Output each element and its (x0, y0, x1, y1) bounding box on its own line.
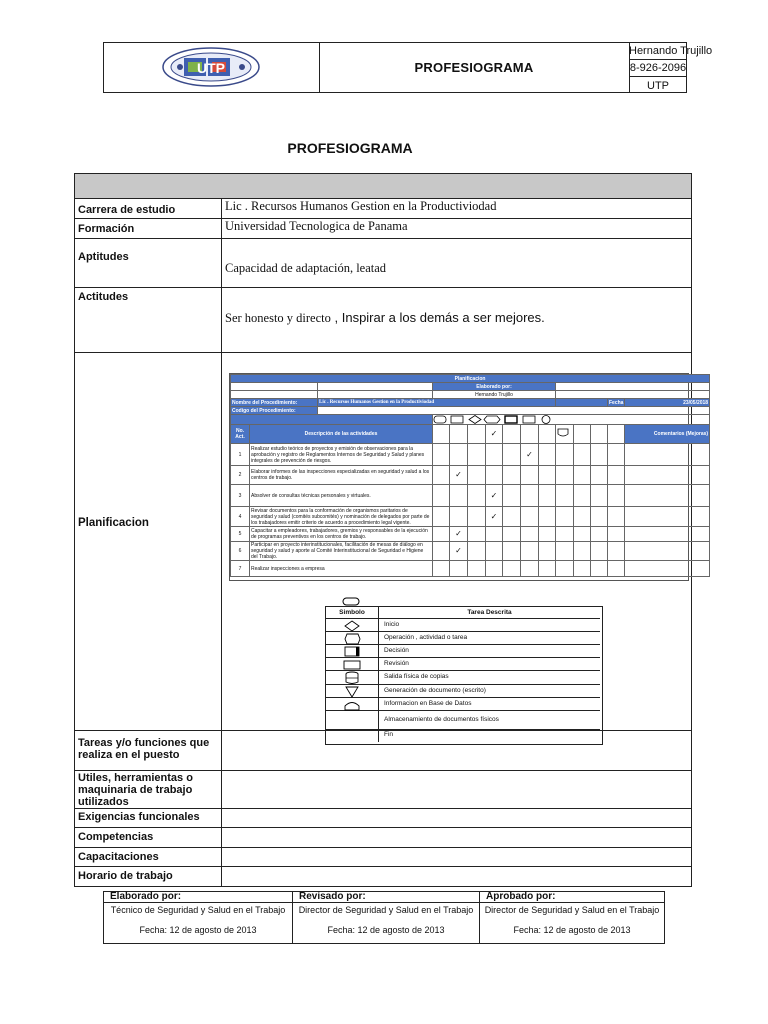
plan-symbols-row (231, 415, 710, 425)
label-actitudes: Actitudes (75, 288, 222, 352)
value-carrera: Lic . Recursos Humanos Gestion en la Productiviodad (225, 199, 497, 213)
symbol-header-row (326, 607, 600, 619)
label-competencias: Competencias (75, 828, 222, 847)
plan-activity-row (231, 527, 710, 542)
footer-revisado-label: Revisado por: (293, 892, 479, 903)
base-datos-icon (326, 698, 379, 711)
symbol-row (326, 658, 600, 671)
symbol-row (326, 671, 600, 685)
value-actitudes-a: Ser honesto y directo (225, 311, 331, 325)
header-meta (629, 43, 713, 92)
plan-activity-row (231, 485, 710, 507)
plan-nombre-row (231, 399, 710, 407)
activity-no: 4 (231, 507, 250, 527)
activity-desc: Revisar documentos para la conformación de organismos paritarios de seguridad y salud (comités subcomités) y nominación de delegados por parte de los trabajadores emitir criterio de acuerdo a procedimiento legal vigente. (250, 507, 433, 527)
label-formacion: Formación (75, 219, 222, 238)
footer-aprobado (480, 892, 664, 943)
plan-codigo-label: Codigo del Procedimiento: (231, 407, 318, 415)
planificacion-table (229, 373, 709, 581)
activity-desc: Participar en proyecto interinstitucionales, facilitación de mesas de diálogo en seguridad y salud y aporte al Comité Interinstitucional de Seguridad e Higiene del Trabajo. (250, 542, 433, 561)
plan-columns-row (231, 425, 710, 444)
approval-footer (103, 891, 665, 944)
symbol-desc: Salida física de copias (384, 673, 449, 680)
activity-no: 7 (231, 561, 250, 577)
footer-elaborado-fecha: Fecha: 12 de agosto de 2013 (139, 925, 257, 935)
activity-no: 3 (231, 485, 250, 507)
footer-elaborado-role: Técnico de Seguridad y Salud en el Trabajo (110, 905, 286, 915)
logo-cell (104, 43, 320, 92)
value-formacion: Universidad Tecnologica de Panama (225, 219, 408, 233)
activity-desc: Elaborar informes de las inspecciones especializadas en seguridad y salud a los centros de trabajo. (250, 466, 433, 485)
activity-desc: Realizar inspecciones a empresa (250, 561, 433, 577)
plan-symbol-strip-icon (433, 415, 573, 424)
plan-nombre-value: Lic . Recursos Humanos Gestion en la Productiviodad (318, 399, 556, 407)
value-actitudes-b: , Inspirar a los demás a ser mejores. (330, 310, 545, 325)
header-id: 8-926-2096 (629, 60, 687, 77)
plan-activity-row (231, 561, 710, 577)
footer-aprobado-label: Aprobado por: (480, 892, 664, 903)
label-exigencias: Exigencias funcionales (75, 809, 222, 827)
header-institution: UTP (647, 80, 669, 92)
row-formacion (75, 219, 691, 239)
plan-title-row (231, 375, 710, 383)
row-utiles (75, 771, 691, 809)
plan-activity-row (231, 444, 710, 466)
label-capacitaciones: Capacitaciones (75, 848, 222, 866)
row-aptitudes (75, 239, 691, 288)
symbol-desc: Informacion en Base de Datos (384, 700, 472, 707)
plan-elaborado-value-row (231, 391, 710, 399)
plan-elaborado-row (231, 383, 710, 391)
activity-check: ✓ (486, 485, 503, 507)
salida-copias-icon (326, 671, 379, 685)
label-tareas: Tareas y/o funciones que realiza en el puesto (75, 731, 222, 770)
footer-revisado-fecha: Fecha: 12 de agosto de 2013 (327, 925, 445, 935)
activity-desc: Absolver de consultas técnicas personales y virtuales. (250, 485, 433, 507)
generacion-documento-icon (326, 685, 379, 698)
plan-check-h1: ✓ (486, 425, 503, 444)
activity-no: 2 (231, 466, 250, 485)
activity-desc: Realizar estudio teórico de proyectos y emisión de observaciones para la aprobación y registro de Reglamentos Internos de Seguridad y Salud y planes integrales de prevención de riesgos. (250, 444, 433, 466)
footer-elaborado-label: Elaborado por: (104, 892, 292, 903)
label-aptitudes: Aptitudes (75, 239, 222, 287)
plan-activity-row (231, 507, 710, 527)
activity-check: ✓ (450, 542, 468, 561)
operacion-icon (326, 632, 379, 645)
plan-fecha-label: Fecha (609, 399, 624, 406)
symbol-row (326, 698, 600, 711)
row-competencias (75, 828, 691, 848)
symbol-desc: Revisión (384, 660, 409, 667)
plan-col-no: No. Act. (231, 425, 250, 444)
symbol-desc: Operación , actividad o tarea (384, 634, 468, 641)
plan-elaborado-label: Elaborado por: (433, 383, 556, 391)
label-carrera: Carrera de estudio (75, 199, 222, 218)
label-planificacion: Planificacion (75, 353, 222, 730)
symbol-row (326, 711, 600, 730)
decision-icon (326, 645, 379, 658)
revision-icon (326, 658, 379, 671)
symbol-desc: Inicio (384, 621, 400, 628)
plan-activity-row (231, 542, 710, 561)
activity-no: 6 (231, 542, 250, 561)
symbol-desc: Generación de documento (escrito) (384, 687, 486, 694)
symbol-col-header: Simbolo (326, 607, 379, 618)
svg-text:UTP: UTP (197, 60, 225, 76)
header-title: PROFESIOGRAMA (319, 43, 630, 92)
row-actitudes (75, 288, 691, 353)
activity-check: ✓ (521, 444, 539, 466)
tarea-col-header: Tarea Descrita (467, 609, 512, 616)
activity-check: ✓ (486, 507, 503, 527)
plan-fecha-value: 23/05/2018 (625, 399, 710, 407)
footer-elaborado (104, 892, 293, 943)
plan-elaborado-value: Hernando Trujillo (433, 391, 556, 399)
plan-activity-row (231, 466, 710, 485)
utp-logo-icon (104, 43, 319, 92)
plan-storage-icon (557, 428, 569, 438)
activity-check: ✓ (450, 527, 468, 542)
activity-desc: Capacitar a empleadores, trabajadores, gremios y responsables de la ejecución de programas preventivos en los centros de trabajo. (250, 527, 433, 542)
grey-header-bar (75, 174, 691, 199)
symbol-table (325, 606, 603, 745)
page-title: PROFESIOGRAMA (287, 140, 413, 156)
label-horario: Horario de trabajo (75, 867, 222, 886)
plan-codigo-row (231, 407, 710, 415)
plan-col-desc: Descripción de las actividades (250, 425, 433, 444)
plan-nombre-label: Nombre del Procedimiento: (231, 399, 318, 407)
activity-check: ✓ (450, 466, 468, 485)
symbol-desc: Decisión (384, 647, 409, 654)
plan-title: Planificacion (231, 375, 710, 383)
row-carrera (75, 199, 691, 219)
row-horario (75, 867, 691, 886)
footer-aprobado-fecha: Fecha: 12 de agosto de 2013 (513, 925, 631, 935)
activity-no: 5 (231, 527, 250, 542)
header-author: Hernando Trujillo (629, 43, 687, 60)
footer-revisado (293, 892, 480, 943)
symbol-row (326, 632, 600, 645)
symbol-row (326, 645, 600, 658)
inicio-icon (326, 619, 379, 632)
symbol-desc: Almacenamiento de documentos físicos (384, 716, 499, 723)
symbol-row (326, 685, 600, 698)
terminator-icon (342, 597, 360, 606)
label-utiles: Utiles, herramientas o maquinaria de trabajo utilizados (75, 771, 222, 808)
plan-col-coment: Comentarios (Mejoras) (625, 425, 710, 444)
document-header (103, 42, 713, 93)
footer-aprobado-role: Director de Seguridad y Salud en el Trabajo (484, 905, 660, 915)
row-capacitaciones (75, 848, 691, 867)
symbol-row (326, 619, 600, 632)
row-exigencias (75, 809, 691, 828)
value-aptitudes: Capacidad de adaptación, leatad (225, 261, 387, 275)
footer-revisado-role: Director de Seguridad y Salud en el Trabajo (298, 905, 474, 915)
activity-no: 1 (231, 444, 250, 466)
symbol-desc: Fin (384, 731, 394, 738)
symbol-row (326, 730, 600, 742)
